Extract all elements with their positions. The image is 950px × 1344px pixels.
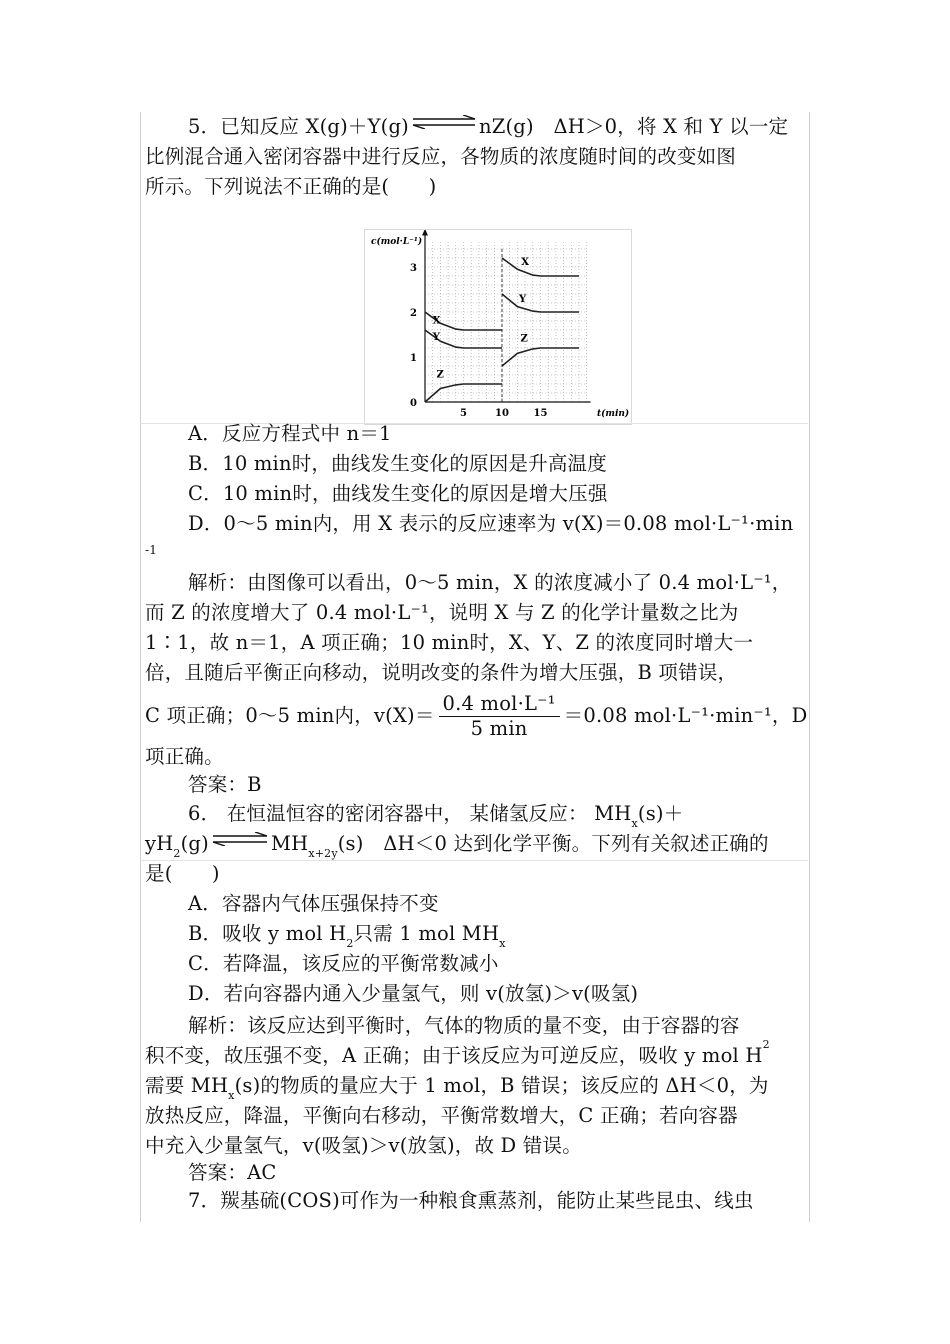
q7-line1: 7．羰基硫(COS)可作为一种粮食熏蒸剂，能防止某些昆虫、线虫 bbox=[188, 1189, 754, 1212]
q5-explanation-4: 倍，且随后平衡正向移动，说明改变的条件为增大压强，B 项错误， bbox=[145, 661, 738, 684]
q6-option-b: B．吸收 y mol $H_2$只需 1 mol $MH_x$ bbox=[188, 922, 506, 950]
q5-line2: 比例混合通入密闭容器中进行反应，各物质的浓度随时间的改变如图 bbox=[145, 145, 737, 168]
series-label-z: Z bbox=[436, 369, 444, 381]
series-label-y: Y bbox=[432, 331, 440, 343]
x-tick-label: 10 bbox=[495, 408, 509, 419]
q6-line2: $yH_2(g)$ $MH_{x+2y}(s)$ ΔH＜0 达到化学平衡。下列有关叙述正确的 bbox=[145, 832, 769, 860]
q5-line1: 5．已知反应 X(g)＋Y(g) nZ(g) ΔH＞0，将 X 和 Y 以一定 bbox=[188, 115, 789, 138]
q6-line1: 6． 在恒温恒容的密闭容器中， 某储氢反应： $MH_x(s)+$ bbox=[188, 802, 684, 830]
q6-explanation-5: 中充入少量氢气，v(吸氢)＞v(放氢)，故 D 错误。 bbox=[145, 1134, 582, 1157]
q5-option-b: B．10 min时，曲线发生变化的原因是升高温度 bbox=[188, 452, 607, 475]
q5-explanation-1: 解析：由图像可以看出，0～5 min，X 的浓度减小了 0.4 mol·L⁻¹， bbox=[188, 571, 792, 594]
series-label-x: X bbox=[432, 315, 441, 327]
x-axis-label: t(min) bbox=[597, 409, 630, 419]
q5-line3: 所示。下列说法不正确的是( ) bbox=[145, 175, 437, 198]
q6-explanation-4: 放热反应，降温，平衡向右移动，平衡常数增大，C 正确；若向容器 bbox=[145, 1104, 738, 1127]
q6-answer: 答案：AC bbox=[188, 1161, 277, 1184]
y-axis-arrow bbox=[422, 230, 428, 236]
q6-line3: 是( ) bbox=[145, 862, 220, 885]
y-tick-label: 2 bbox=[410, 308, 417, 319]
series-label-z: Z bbox=[520, 333, 528, 345]
y-axis-label: c(mol·L⁻¹) bbox=[371, 237, 423, 247]
q6-explanation-1: 解析：该反应达到平衡时，气体的物质的量不变，由于容器的容 bbox=[188, 1014, 740, 1037]
y-tick-label: 1 bbox=[410, 353, 417, 364]
q5-explanation-2: 而 Z 的浓度增大了 0.4 mol·L⁻¹，说明 X 与 Z 的化学计量数之比为 bbox=[145, 601, 739, 624]
q5-option-c: C．10 min时，曲线发生变化的原因是增大压强 bbox=[188, 482, 608, 505]
equilibrium-arrow-icon bbox=[211, 832, 269, 846]
q5-explanation-3: 1∶1，故 n＝1，A 项正确；10 min时，X、Y、Z 的浓度同时增大一 bbox=[145, 631, 754, 654]
x-tick-label: 15 bbox=[533, 408, 548, 419]
rate-fraction: $\frac{\text{0.4 mol·L⁻¹}}{5 \min}$ bbox=[439, 692, 560, 741]
q6-option-d: D．若向容器内通入少量氢气，则 v(放氢)＞v(吸氢) bbox=[188, 982, 639, 1005]
q5-option-a: A．反应方程式中 n＝1 bbox=[188, 422, 392, 445]
y-tick-label: 3 bbox=[410, 263, 417, 274]
equilibrium-arrow-icon bbox=[411, 115, 477, 129]
q6-option-a: A．容器内气体压强保持不变 bbox=[188, 892, 439, 915]
q6-explanation-3: 需要 $MH_x(s)$的物质的量应大于 1 mol，B 错误；该反应的 ΔH＜0，为 bbox=[145, 1074, 769, 1102]
q5-explanation-6: 项正确。 bbox=[145, 745, 224, 768]
q6-option-c: C．若降温，该反应的平衡常数减小 bbox=[188, 952, 499, 975]
x-tick-label: 5 bbox=[460, 408, 467, 419]
q5-answer: 答案：B bbox=[188, 773, 262, 796]
q6-explanation-2: 积不变，故压强不变，A 正确；由于该反应为可逆反应，吸收 y mol $H^2$ bbox=[145, 1038, 770, 1067]
q5-option-d: D．0～5 min内，用 X 表示的反应速率为 v(X)＝0.08 mol·L⁻¹·min bbox=[188, 512, 794, 535]
q5-explanation-5: C 项正确；0～5 min内，v(X)＝ $\frac{\text{0.4 mol·L⁻¹}}{5 \min}$ ＝0.08 mol·L⁻¹·min⁻¹，D bbox=[145, 692, 808, 740]
series-label-x: X bbox=[521, 256, 530, 268]
series-label-y: Y bbox=[518, 294, 527, 306]
chart-svg bbox=[365, 230, 631, 424]
concentration-chart bbox=[364, 229, 632, 425]
y-tick-label: 0 bbox=[410, 398, 417, 409]
q5-option-d-tail: -1 bbox=[145, 543, 158, 557]
